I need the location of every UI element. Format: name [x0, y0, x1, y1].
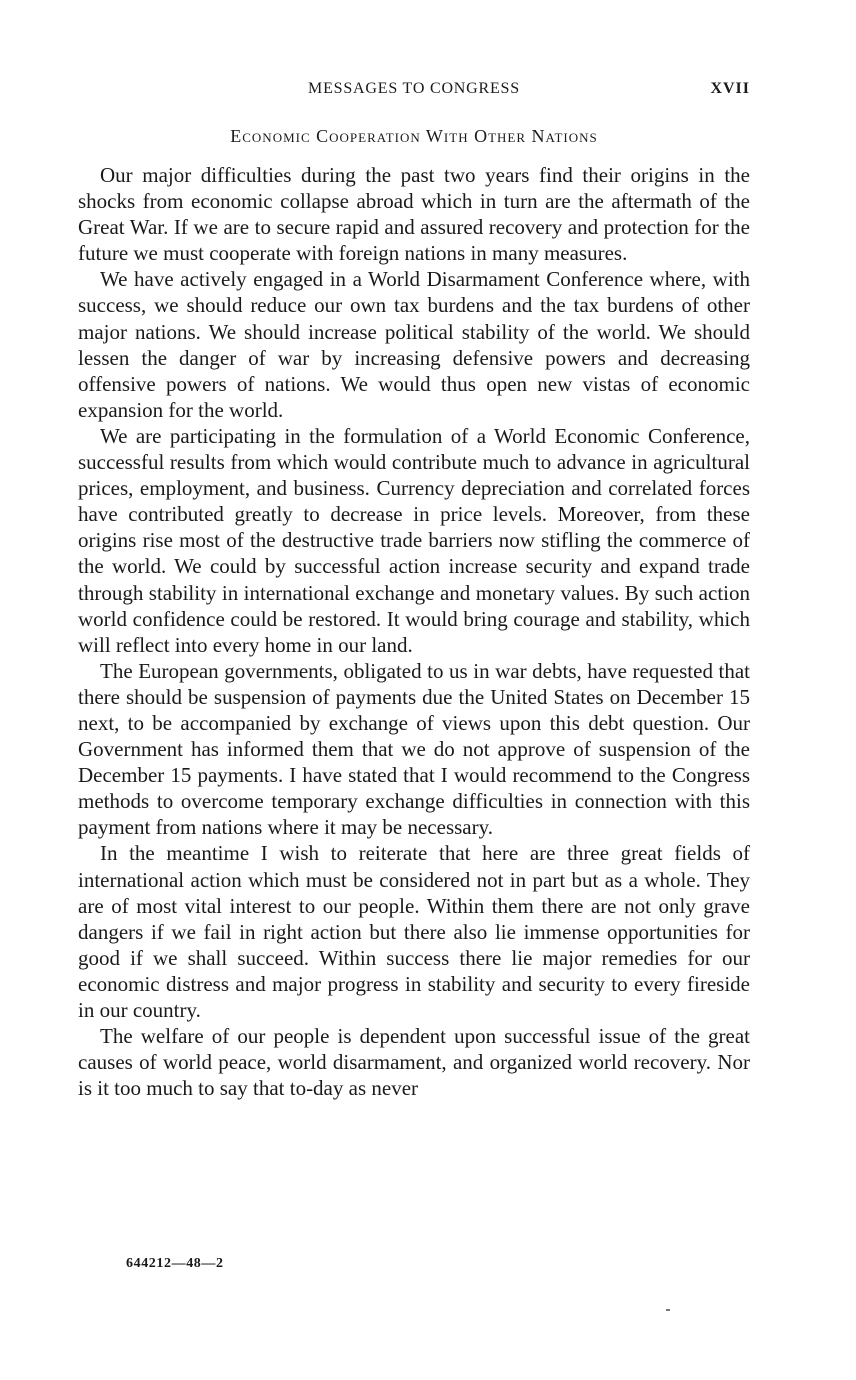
- paragraph: We have actively engaged in a World Disarmament Conference where, with success, we should reduce our own tax burdens and the tax burdens of other major nations. We should increase political stability of the world. We should lessen the danger of war by increasing defensive powers and decreasing offensive powers of nations. We would thus open new vistas of economic expansion for the world.: [78, 267, 750, 422]
- ink-speck: [666, 1309, 670, 1311]
- running-title: MESSAGES TO CONGRESS: [308, 80, 520, 97]
- paragraph: The European governments, obligated to us in war debts, have requested that there should be suspension of payments due the United States on December 15 next, to be accompanied by exchange of views upon this debt question. Our Government has informed them that we do not approve of suspension of the December 15 payments. I have stated that I would recommend to the Congress methods to overcome temporary exchange difficulties in connection with this payment from nations where it may be necessary.: [78, 658, 750, 840]
- paragraph: Our major difficulties during the past two years find their origins in the shocks from economic collapse abroad which in turn are the aftermath of the Great War. If we are to secure rapid and assured recovery and protection for the future we must cooperate with foreign nations in many measures.: [78, 163, 750, 266]
- paragraph: The welfare of our people is dependent upon successful issue of the great causes of world peace, world disarmament, and organized world recovery. Nor is it too much to say that to-day as never: [78, 1024, 750, 1101]
- body-text: [78, 162, 750, 1101]
- paragraph: We are participating in the formulation of a World Economic Conference, successful results from which would contribute much to advance in agricultural prices, employment, and business. Currency depreciation and correlated forces have contributed greatly to decrease in price levels. Moreover, from these origins rise most of the destructive trade barriers now stifling the commerce of the world. We could by successful action increase security and expand trade through stability in international exchange and monetary values. By such action world confidence could be restored. It would bring courage and stability, which will reflect into every home in our land.: [78, 423, 750, 657]
- page-number: XVII: [710, 80, 750, 97]
- paragraph: In the meantime I wish to reiterate that here are three great fields of international action which must be considered not in part but as a whole. They are of most vital interest to our people. Within them there are not only grave dangers if we fail in right action but there also lie immense opportunities for good if we shall succeed. Within success there lie major remedies for our economic distress and major progress in stability and security to every fireside in our country.: [78, 841, 750, 1022]
- running-head: [78, 80, 750, 104]
- printer-signature: 644212—48—2: [126, 1256, 224, 1271]
- section-heading: Economic Cooperation With Other Nations: [230, 126, 598, 146]
